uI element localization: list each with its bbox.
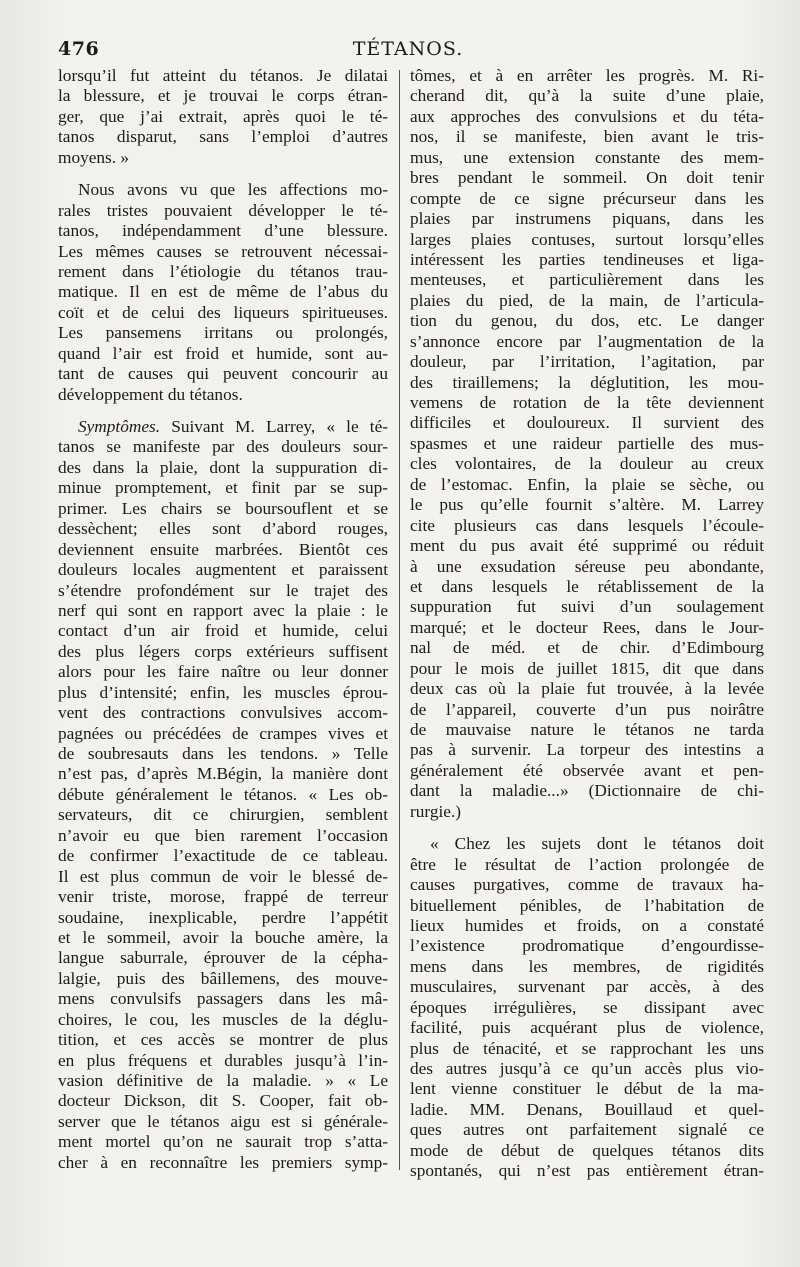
- text-line: Symptômes. Suivant M. Larrey, « le té-: [78, 417, 388, 436]
- text-line: choires, le cou, les muscles de la déglu-: [58, 1009, 388, 1029]
- text-line: s’étendre profondément sur le trajet des: [58, 580, 388, 600]
- text-line: menteuses, et particulièrement dans les: [410, 270, 764, 290]
- text-line: douleur, par l’irritation, l’agitation, par: [410, 352, 764, 372]
- text-line: ques autres ont parfaitement signalé ce: [410, 1120, 764, 1140]
- text-line: de confirmer l’exactitude de ce tableau.: [58, 846, 388, 866]
- text-line: s’annonce encore par l’augmentation de la: [410, 331, 764, 351]
- column-divider: [399, 70, 400, 1170]
- text-line: mens convulsifs passagers dans les mâ-: [58, 989, 388, 1009]
- text-line: plaies du pied, de la main, de l’articula-: [410, 290, 764, 310]
- text-line: l’existence prodromatique d’engourdisse-: [410, 936, 764, 956]
- text-line: cite plusieurs cas dans lesquels l’écoule-: [410, 515, 764, 535]
- text-line: lorsqu’il fut atteint du tétanos. Je dilatai: [58, 66, 388, 85]
- text-line: époques irrégulières, se dissipant avec: [410, 997, 764, 1017]
- text-line: Nous avons vu que les affections mo-: [78, 180, 388, 200]
- text-line: n’avoir eu que bien rarement l’occasion: [58, 825, 388, 845]
- text-line: soudaine, inexplicable, perdre l’appétit: [58, 907, 388, 927]
- text-line: lieux humides et froids, on a constaté: [410, 915, 764, 935]
- text-line: suppuration fut suivi d’un soulagement: [410, 597, 764, 617]
- text-line: minue promptement, et finit par se sup-: [58, 478, 388, 498]
- text-line: facilité, puis acquérant plus de violence,: [410, 1018, 764, 1038]
- paragraph-gap: [58, 405, 388, 417]
- text-line: compte de ce signe précurseur dans les: [410, 188, 764, 208]
- text-line: aux approches des convulsions et du téta-: [410, 106, 764, 126]
- text-line: venir triste, morose, frappé de terreur: [58, 887, 388, 907]
- text-line: rales tristes pouvaient développer le té-: [58, 200, 388, 220]
- text-line: développement du tétanos.: [58, 384, 243, 404]
- text-line: matique. Il en est de même de l’abus du: [58, 282, 388, 302]
- text-line: contact d’un air froid et humide, celui: [58, 621, 388, 641]
- text-line: dessèchent; elles sont d’abord rouges,: [58, 519, 388, 539]
- text-line: intéressent les parties tendineuses et liga-: [410, 249, 764, 269]
- text-line: mens dans les membres, de rigidités: [410, 956, 764, 976]
- text-line: « Chez les sujets dont le tétanos doit: [430, 834, 764, 854]
- text-line: tanos disparut, sans l’emploi d’autres: [58, 127, 388, 147]
- text-line: et le sommeil, avoir la bouche amère, la: [58, 927, 388, 947]
- text-line: de mauvaise nature le tétanos ne tarda: [410, 720, 764, 739]
- paragraph-gap: [410, 822, 764, 834]
- text-line: pagnées ou précédées de crampes vives et: [58, 723, 388, 743]
- text-line: larges plaies contuses, surtout lorsqu’elles: [410, 229, 764, 249]
- paragraph-gap: [58, 168, 388, 180]
- text-line: deux cas où la plaie fut trouvée, à la levée: [410, 679, 764, 699]
- text-line: plus d’intensité; enfin, les muscles éprou-: [58, 682, 388, 702]
- text-line: des dans la plaie, dont la suppuration di-: [58, 457, 388, 477]
- text-line: vemens de rotation de la tête deviennent: [410, 393, 764, 412]
- text-line: mode de début de quelques tétanos dits: [410, 1140, 764, 1160]
- text-line: à une exsudation séreuse peu abondante,: [410, 556, 764, 576]
- text-line: des autres jusqu’à ce qu’un accès plus vio-: [410, 1059, 764, 1078]
- text-line: difficiles et douloureux. Il survient des: [410, 413, 764, 433]
- text-line: langue saburrale, éprouver de la cépha-: [58, 948, 388, 968]
- text-line: pour le mois de juillet 1815, dit que dans: [410, 658, 764, 678]
- text-line: lalgie, puis des bâillemens, des mouve-: [58, 968, 388, 988]
- text-line: cherand dit, qu’à la suite d’une plaie,: [410, 86, 764, 106]
- text-line: tanos, indépendamment d’une blessure.: [58, 221, 388, 241]
- text-line: en plus fréquens et durables jusqu’à l’in-: [58, 1050, 388, 1070]
- text-line: nal de méd. et de chir. d’Edimbourg: [410, 638, 764, 658]
- text-line: pas à survenir. La torpeur des intestins a: [410, 740, 764, 760]
- text-line: plus de ténacité, et se rapprochant les uns: [410, 1038, 764, 1058]
- text-line: servateurs, dit ce chirurgien, semblent: [58, 805, 388, 825]
- text-line: primer. Les chairs se boursouflent et se: [58, 498, 388, 518]
- text-line: la blessure, et je trouvai le corps étran-: [58, 86, 388, 106]
- text-line: généralement été observée avant et pen-: [410, 760, 764, 780]
- text-line: docteur Dickson, dit S. Cooper, fait ob-: [58, 1091, 388, 1111]
- text-line: lent vienne constituer le début de la ma-: [410, 1079, 764, 1099]
- text-line: être le résultat de l’action prolongée de: [410, 854, 764, 874]
- page-header: [58, 38, 758, 66]
- text-line: moyens. »: [58, 147, 130, 167]
- text-line: dant la maladie...» (Dictionnaire de chi-: [410, 781, 764, 801]
- text-line: le pus qu’elle fournit s’altère. M. Larrey: [410, 495, 764, 515]
- text-line: ger, que j’ai extrait, après quoi le té-: [58, 106, 388, 126]
- text-line: coït et de celui des liqueurs spiritueuses.: [58, 302, 388, 322]
- left-text-column: [58, 66, 388, 1173]
- text-line: nerf qui sont en rapport avec la plaie : le: [58, 600, 388, 620]
- text-line: cher à en reconnaître les premiers symp-: [58, 1152, 388, 1172]
- text-line: ment mortel qu’on ne saurait trop s’atta-: [58, 1132, 388, 1152]
- text-line: rement dans l’étiologie du tétanos trau-: [58, 261, 388, 281]
- text-line: spontanés, qui n’est pas entièrement étran-: [410, 1161, 764, 1181]
- text-line: et dans lesquels le rétablissement de la: [410, 576, 764, 596]
- text-line: tant de causes qui peuvent concourir au: [58, 364, 388, 384]
- text-line: nos, il se manifeste, bien avant le tris-: [410, 127, 764, 147]
- text-line: vent des contractions convulsives accom-: [58, 703, 388, 723]
- text-line: mus, une extension constante des mem-: [410, 147, 764, 167]
- text-line: de l’appareil, couverte d’un pus noirâtre: [410, 699, 764, 719]
- text-line: bres pendant le sommeil. On doit tenir: [410, 168, 764, 188]
- text-line: de soubresauts dans les tendons. » Telle: [58, 744, 388, 763]
- text-line: tition, et ces accès se montrer de plus: [58, 1030, 388, 1050]
- text-line: Les mêmes causes se retrouvent nécessai-: [58, 241, 388, 261]
- text-line: tanos se manifeste par des douleurs sour-: [58, 437, 388, 457]
- running-title: TÉTANOS.: [352, 38, 464, 60]
- text-line: ment du pus avait été supprimé ou réduit: [410, 536, 764, 556]
- text-line: server que le tétanos aigu est si générale-: [58, 1111, 388, 1131]
- text-line: bituellement pénibles, de l’habitation de: [410, 895, 764, 915]
- text-line: musculaires, survenant par accès, à des: [410, 977, 764, 997]
- text-line: tômes, et à en arrêter les progrès. M. Ri-: [410, 66, 764, 85]
- text-line: des tiraillemens; la déglutition, les mou-: [410, 372, 764, 392]
- text-line: marqué; et le docteur Rees, dans le Jour-: [410, 617, 764, 637]
- text-line: spasmes et une raideur partielle des mus-: [410, 433, 764, 453]
- text-line: débute généralement le tétanos. « Les ob-: [58, 784, 388, 804]
- text-line: tion du genou, du dos, etc. Le danger: [410, 311, 764, 331]
- text-line: deviennent ensuite marbrées. Bientôt ces: [58, 539, 388, 559]
- page-number: 476: [58, 38, 100, 60]
- text-line: n’est pas, d’après M.Bégin, la manière dont: [58, 764, 388, 784]
- text-line: de l’estomac. Enfin, la plaie se sèche, ou: [410, 474, 764, 494]
- text-line: alors pour les faire naître ou leur donner: [58, 662, 388, 682]
- text-line: des plus légers corps extérieurs suffisent: [58, 641, 388, 661]
- text-line: rurgie.): [410, 801, 462, 821]
- text-line: Les pansemens irritans ou prolongés,: [58, 323, 388, 343]
- text-line: ladie. MM. Denans, Bouillaud et quel-: [410, 1099, 764, 1119]
- text-line: vasion définitive de la maladie. » « Le: [58, 1071, 388, 1090]
- text-line: Il est plus commun de voir le blessé de-: [58, 866, 388, 886]
- text-line: quand l’air est froid et humide, sont au-: [58, 343, 388, 363]
- text-line: plaies par instrumens piquans, dans les: [410, 209, 764, 229]
- text-line: douleurs locales augmentent et paraissent: [58, 560, 388, 580]
- text-line: causes purgatives, comme de travaux ha-: [410, 875, 764, 895]
- right-text-column: [410, 66, 764, 1182]
- text-line: cles volontaires, de la douleur au creux: [410, 454, 764, 474]
